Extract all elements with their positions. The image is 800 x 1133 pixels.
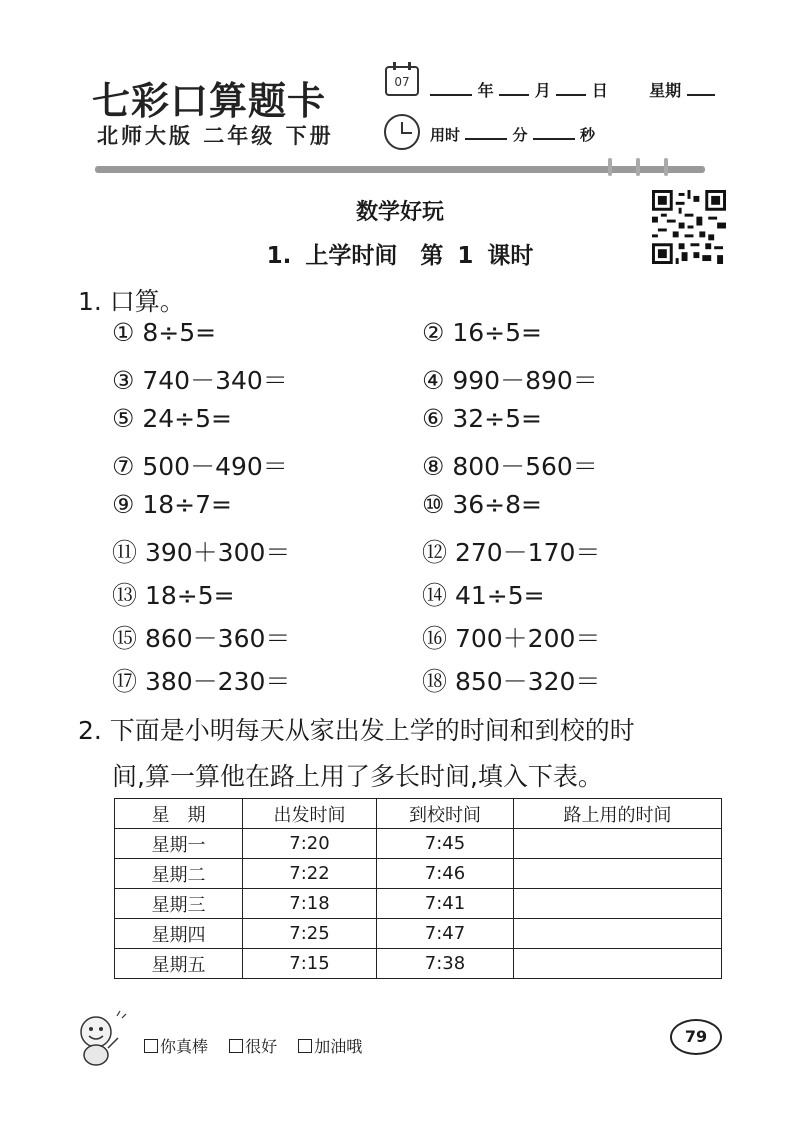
rating-good[interactable] [229, 1037, 277, 1056]
cell-departure: 7:18 [243, 889, 377, 919]
problem-number: ⑬ [112, 581, 138, 610]
problem-number: ⑪ [112, 538, 138, 567]
problem-item [112, 533, 290, 569]
table-row [115, 949, 722, 979]
minutes-blank[interactable] [465, 124, 507, 140]
cell-departure: 7:20 [243, 829, 377, 859]
problem-expression: 36÷8= [452, 490, 542, 519]
month-blank[interactable] [499, 80, 529, 96]
problem-item [422, 361, 598, 397]
problem-number: ⑩ [422, 490, 445, 519]
checkbox-icon[interactable] [229, 1039, 243, 1053]
divider-pin [608, 158, 612, 176]
problem-number: ⑮ [112, 624, 138, 653]
question-2-line-1: 2. 下面是小明每天从家出发上学的时间和到校的时 [78, 716, 635, 745]
problem-number: ⑯ [422, 624, 448, 653]
cell-weekday: 星期四 [115, 919, 243, 949]
problem-expression: 270－170＝ [454, 538, 601, 567]
section-title: 数学好玩 [355, 200, 444, 225]
problem-number: ⑱ [422, 667, 448, 696]
cell-departure: 7:15 [243, 949, 377, 979]
cell-arrival: 7:47 [377, 919, 514, 949]
problem-item [112, 318, 216, 347]
rating-label: 加油哦 [314, 1037, 363, 1056]
problem-number: ⑧ [422, 452, 445, 481]
seconds-label: 秒 [579, 126, 595, 144]
divider-pin [636, 158, 640, 176]
problem-number: ③ [112, 366, 135, 395]
problem-expression: 16÷5= [452, 318, 542, 347]
problem-number: ⑭ [422, 581, 448, 610]
problem-expression: 8÷5= [142, 318, 217, 347]
cell-weekday: 星期五 [115, 949, 243, 979]
problem-number: ⑥ [422, 404, 445, 433]
problem-expression: 18÷7= [142, 490, 232, 519]
weekday-label: 星期 [649, 81, 682, 100]
commute-time-table [114, 798, 722, 979]
cell-arrival: 7:38 [377, 949, 514, 979]
header-divider [95, 166, 705, 173]
lesson-title: 1. 上学时间 第 1 课时 [266, 243, 534, 269]
header-arrival: 到校时间 [377, 799, 514, 829]
calendar-icon [385, 66, 419, 96]
problem-expression: 24÷5= [142, 404, 232, 433]
header-weekday: 星 期 [115, 799, 243, 829]
checkbox-icon[interactable] [144, 1039, 158, 1053]
problem-item [422, 662, 600, 698]
qr-code-icon[interactable] [652, 190, 726, 264]
cell-duration-answer[interactable] [514, 859, 722, 889]
rating-great[interactable] [144, 1037, 208, 1056]
table-row [115, 829, 722, 859]
cell-departure: 7:25 [243, 919, 377, 949]
header-duration: 路上用的时间 [514, 799, 722, 829]
problem-number: ② [422, 318, 445, 347]
question-2-text [78, 708, 738, 800]
divider-pin [664, 158, 668, 176]
problem-item [422, 404, 542, 433]
problem-expression: 32÷5= [452, 404, 542, 433]
cell-arrival: 7:41 [377, 889, 514, 919]
problem-expression: 990－890＝ [452, 366, 598, 395]
clock-icon [384, 114, 420, 150]
problem-number: ① [112, 318, 135, 347]
month-label: 月 [534, 81, 551, 100]
cell-weekday: 星期三 [115, 889, 243, 919]
problem-item [422, 490, 542, 519]
problem-number: ④ [422, 366, 445, 395]
problem-item [422, 533, 600, 569]
day-label: 日 [591, 81, 608, 100]
mascot-icon [70, 1008, 128, 1068]
problem-expression: 860－360＝ [144, 624, 291, 653]
seconds-blank[interactable] [533, 124, 575, 140]
weekday-blank[interactable] [687, 80, 715, 96]
problem-expression: 500－490＝ [142, 452, 288, 481]
problem-expression: 700＋200＝ [454, 624, 601, 653]
question-1-title: 1. 口算。 [78, 287, 185, 316]
brand-title: 七彩口算题卡 [92, 78, 327, 123]
problem-expression: 800－560＝ [452, 452, 598, 481]
edition-label: 北师大版 二年级 下册 [97, 124, 334, 148]
problem-item [422, 318, 542, 347]
cell-duration-answer[interactable] [514, 949, 722, 979]
problem-item [112, 490, 232, 519]
cell-duration-answer[interactable] [514, 889, 722, 919]
day-blank[interactable] [556, 80, 586, 96]
cell-arrival: 7:46 [377, 859, 514, 889]
question-2-line-2: 间,算一算他在路上用了多长时间,填入下表。 [112, 762, 603, 791]
time-used-label: 用时 [430, 126, 461, 144]
problem-expression: 380－230＝ [144, 667, 291, 696]
cell-duration-answer[interactable] [514, 829, 722, 859]
time-fields [430, 124, 595, 145]
problem-number: ⑤ [112, 404, 135, 433]
problem-item [112, 576, 235, 612]
problem-number: ⑦ [112, 452, 135, 481]
table-row [115, 919, 722, 949]
problem-number: ⑰ [112, 667, 138, 696]
problem-expression: 850－320＝ [454, 667, 601, 696]
minutes-label: 分 [512, 126, 528, 144]
problem-number: ⑨ [112, 490, 135, 519]
problem-expression: 18÷5= [144, 581, 235, 610]
calendar-day: 07 [394, 75, 410, 89]
problem-item [112, 361, 288, 397]
cell-arrival: 7:45 [377, 829, 514, 859]
problem-item [112, 619, 290, 655]
rating-label: 你真棒 [160, 1037, 209, 1056]
header-departure: 出发时间 [243, 799, 377, 829]
rating-label: 很好 [245, 1037, 278, 1056]
problem-number: ⑫ [422, 538, 448, 567]
checkbox-icon[interactable] [298, 1039, 312, 1053]
problem-item [112, 447, 288, 483]
cell-weekday: 星期二 [115, 859, 243, 889]
rating-keep-going[interactable] [298, 1037, 362, 1056]
table-row [115, 859, 722, 889]
self-rating [144, 1034, 378, 1057]
year-label: 年 [477, 81, 494, 100]
date-fields [430, 78, 715, 101]
problem-item [422, 447, 598, 483]
problem-item [112, 404, 232, 433]
year-blank[interactable] [430, 80, 472, 96]
page-number: 79 [670, 1019, 722, 1055]
problem-item [422, 576, 545, 612]
cell-departure: 7:22 [243, 859, 377, 889]
problem-expression: 41÷5= [454, 581, 545, 610]
problem-item [422, 619, 600, 655]
cell-weekday: 星期一 [115, 829, 243, 859]
problem-item [112, 662, 290, 698]
table-header-row [115, 799, 722, 829]
table-row [115, 889, 722, 919]
problem-expression: 740－340＝ [142, 366, 288, 395]
problem-expression: 390＋300＝ [144, 538, 291, 567]
cell-duration-answer[interactable] [514, 919, 722, 949]
